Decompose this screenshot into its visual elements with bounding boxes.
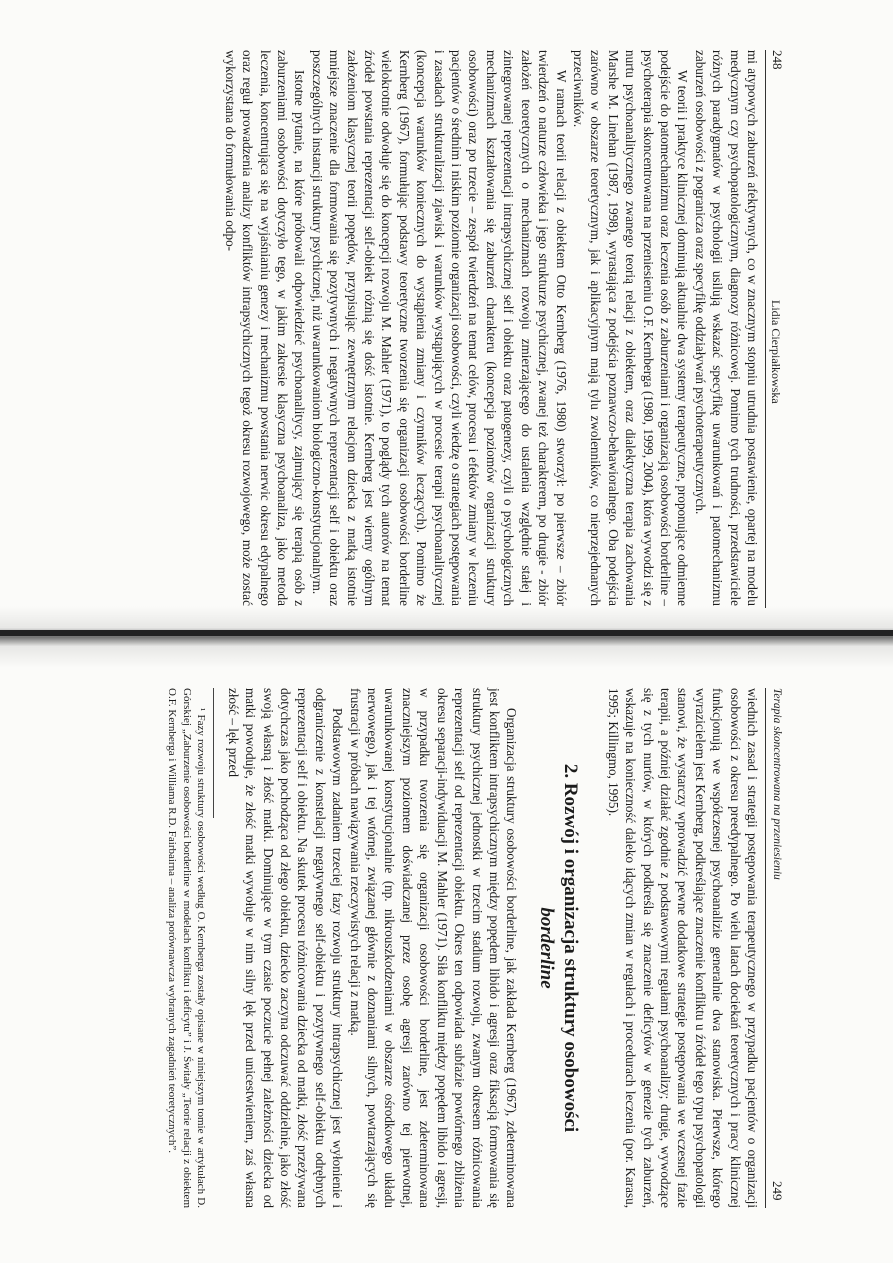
paragraph: W teorii i praktyce klinicznej dominują aktualnie dwa systemy terapeutyczne, proponujące odmienne podejście do patomechanizmu oraz leczenia osób z zaburzeniami i organizacją osobowości borderline – psychoterapia skoncentrowana na przeniesieniu O.F. Kernberga (1980, 1999, 2004), która wywodzi się z nurtu psychoanalitycznego zwanego teorią relacji z obiektem, oraz dialektyczna terapia zachowania Marshe M. Linehan (1987, 1998), wyrastająca z podejścia poznawczo-behawioralnego. Oba podejścia zarówno w obszarze teoretycznym, jak i aplikacyjnym mają tylu zwolenników, co nieprzejednanych przeciwników. <box>570 50 691 606</box>
right-page <box>0 638 893 1263</box>
right-text-column <box>165 688 761 1208</box>
section-heading-line: 2. Rozwój i organizacja struktury osobowości <box>560 763 582 1133</box>
footnote-rule <box>213 688 214 818</box>
section-heading <box>534 688 582 1208</box>
paragraph: wiednich zasad i strategii postępowania terapeutycznego w przypadku pacjentów o organizacji osobowości z okresu preedypalnego. Po wielu latach dociekań teoretycznych i pracy klinicznej funkcjonują we współczesnej psychoanalizie generalnie dwa stanowiska. Pierwsze, którego wyrazicielem jest Kernberg, podkreślające znaczenie konfliktu u źródeł tego typu psychopatologii stanowi, że wystarczy wprowadzić pewne dodatkowe strategie postępowania we wczesnej fazie terapii, a później działać zgodnie z podstawowymi regułami psychoanalizy; drugie, wywodzące się z tych nurtów, w których podkreśla się znaczenie deficytów w genezie tych zaburzeń, wskazuje na konieczność daleko idących zmian w regułach i procedurach leczenia (por. Karasu, 1995; Killingmo, 1995). <box>605 688 760 1208</box>
paragraph: Podstawowym zadaniem trzeciej fazy rozwoju struktury intrapsychicznej jest wyłonienie i odgraniczenie z konstelacji negatywnego self-obiektu i pozytywnego self-obiektu odrębnych reprezentacji self i obiektu. Na skutek procesu różnicowania dziecka od matki, złość przeżywana dotychczas jako pochodząca od złego obiektu, dziecko zaczyna odczuwać oddzielnie, jako złość swoją własną i złość matki. Dominujące w tym czasie poczucie pełnej zależności dziecka od matki powoduje, że złość matki wywołuje w nim silny lęk przed unicestwieniem, zaś własna złość – lęk przed <box>225 688 346 1208</box>
section-heading-line: borderline <box>536 907 558 989</box>
paragraph: Organizacja struktury osobowości borderline, jak zakłada Kernberg (1967), zdeterminowana jest konfliktem intrapsychicznym między popędem libido i agresji oraz fiksacją formowania się struktury psychicznej jednostki w trzecim stadium rozwoju, zwanym okresem różnicowania reprezentacji self od reprezentacji obiektu. Okres ten odpowiada subfazie powtórnego zbliżenia okresu separacji-indywiduacji M. Mahler (1971). Siła konfliktu między popędem libido i agresji, w przypadku tworzenia się organizacji osobowości borderline, jest zdeterminowana znaczniejszym poziomem doświadczanej przez osobę agresji zarówno tej pierwotnej, uwarunkowanej konstytucjonalnie (np. nikrouszkodzeniami w obszarze ośrodkowego układu nerwowego), jak i tej wtórnej, związanej głównie z doznaniami silnych, powtarzających się frustracji w próbach nawiązywania rzeczywistych relacji z matką. <box>347 688 520 1208</box>
right-page-number: 249 <box>770 1181 785 1201</box>
left-text-column <box>221 50 761 606</box>
book-gutter-fold <box>0 630 893 636</box>
right-header-rule <box>765 688 766 1208</box>
paragraph: Istotne pytanie, na które próbowali odpowiedzieć psychoanalitycy, zajmujący się terapią osób z zaburzeniami osobowości dotyczyło tego, w jakim zakresie klasyczna psychoanaliza, jako metoda leczenia, koncentrująca się na wyjaśnianiu genezy i mechanizmu powstania nerwic okresu edypalnego oraz reguł prowadzenia analizy konfliktów intrapsychicznych tegoż okresu rozwojowego, może zostać wykorzystana do formułowania odpo- <box>222 50 308 606</box>
left-page <box>0 0 893 628</box>
left-header-rule <box>765 50 766 608</box>
paragraph: mi atypowych zaburzeń afektywnych, co w znacznym stopniu utrudnia postawienie, opartej na modelu medycznym czy psychopatologicznym, diagnozy różnicowej. Pomimo tych trudności, przedstawiciele różnych paradygmatów w psychologii usilują wskazać specyfikę uwarunkowań i patomechanizmu zaburzeń osobowości z pogranicza oraz specyfikę oddziaływań psychoterapeutycznych. <box>692 50 760 606</box>
footnote: ¹ Fazy rozwoju struktury osobowości według O. Kernberga zostały opisane w niniejszym tomie w artykułach D. Górskiej „Zaburzenie osobowości borderline w modelach konfliktu i deficytu” i J. Świtały „Teorie relacji z obiektem O.F. Kernberga i Williama R.D. Fairbairna – analiza porównawcza wybranych zagadnień teoretycznych”. <box>166 688 208 1208</box>
paragraph: W ramach teorii relacji z obiektem Otto Kernberg (1976, 1980) stworzył: po pierwsze – zbiór twierdzeń o naturze człowieka i jego strukturze psychicznej, zwanej też charakterem, po drugie - zbiór założeń teoretycznych o mechanizmach rozwoju zmierzającego do ustalenia względnie stałej i zintegrowanej reprezentacji intrapsychicznej self i obiektu oraz patogenezy, czyli o psychologicznych mechanizmach kształtowania się zaburzeń charakteru (koncepcja poziomów organizacji struktury osobowości) oraz po trzecie – zespół twierdzeń na temat celów, procesu i efektów zmiany w leczeniu pacjentów o średnim i niskim poziomie organizacji osobowości, czyli wiedzę o strategiach postępowania i zasadach strukturalizacji zjawisk i warunków wystąpujących w procesie terapii psychoanalitycznej (koncepcja warunków koniecznych do wystąpienia zmiany i czynników leczących). Pomimo że Kernberg (1967), formułując podstawy teoretyczne tworzenia się organizacji osobowości borderline wielokrotnie odwołuje się do koncepcji rozwoju M. Mahler (1971), to poglądy tych autorów na temat źródeł powstania reprezentacji self-obiekt różnią się dość istotnie. Kernberg jest wierny ogólnym założeniom klasycznej teorii popędów, przypisując zewnętrznym relacjom dziecka z matką istotnie mniejsze znaczenie dla formowania się pozytywnych i negatywnych reprezentacji self i obiektu oraz poszczególnych instancji struktury psychicznej, niż uwarunkowaniom biologiczno-konstytucjonalnym. <box>309 50 569 606</box>
left-page-number: 248 <box>770 50 785 70</box>
right-running-header: Terapia skoncentrowana na przeniesieniu <box>771 688 783 880</box>
left-running-header: Lidia Cierpiałkowska <box>769 300 783 404</box>
